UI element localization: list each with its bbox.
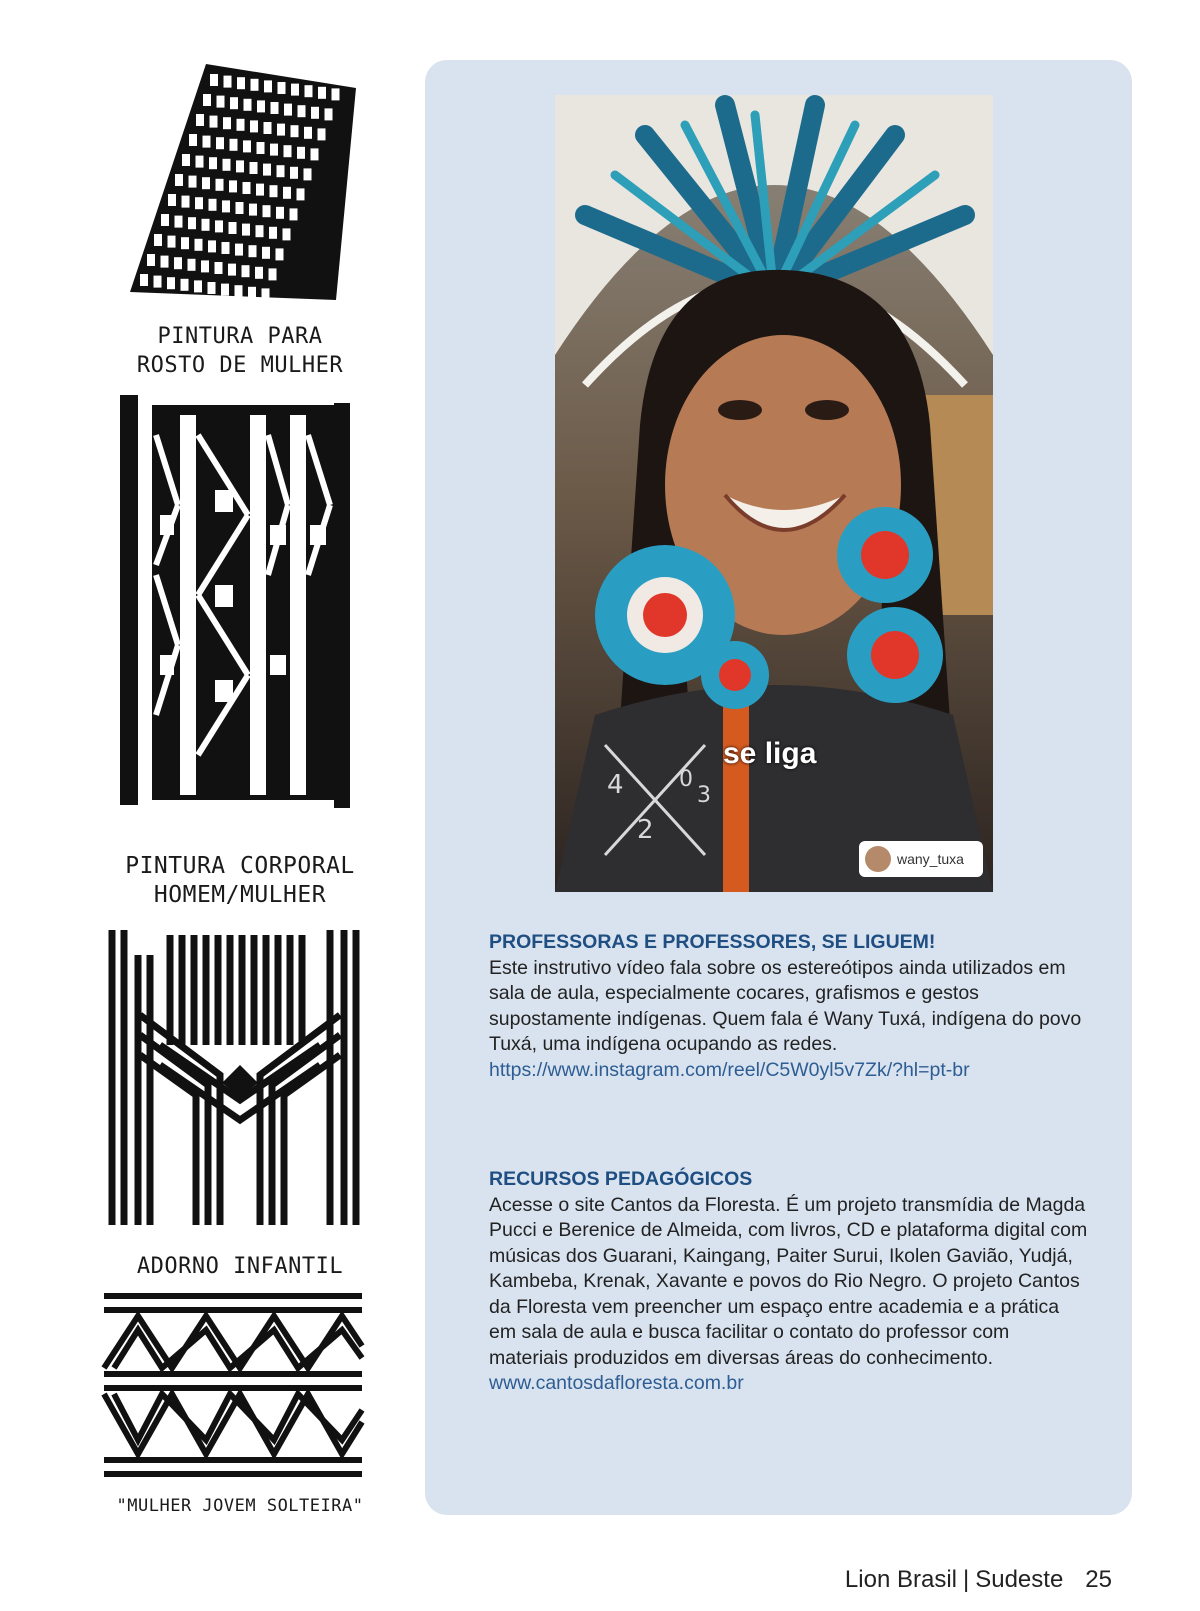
grid-cell — [298, 105, 306, 117]
grid-cell — [181, 279, 189, 291]
grid-cell — [271, 102, 279, 114]
resources-section — [489, 1167, 1089, 1397]
teachers-section — [489, 930, 1089, 1083]
grid-cell — [209, 199, 217, 211]
grid-cell — [264, 80, 272, 92]
grid-cell — [244, 99, 252, 111]
grid-cell — [277, 165, 285, 177]
body-paint-pattern-illustration — [100, 395, 380, 840]
grid-cell — [283, 187, 291, 199]
grid-cell — [283, 228, 291, 240]
grid-cell — [332, 88, 340, 100]
page-number: 25 — [1085, 1566, 1112, 1593]
teachers-heading: PROFESSORAS E PROFESSORES, SE LIGUEM! — [489, 931, 936, 953]
grid-cell — [269, 268, 277, 280]
grid-cell — [196, 114, 204, 126]
region-name: Sudeste — [975, 1566, 1064, 1593]
grid-cell — [202, 177, 210, 189]
publication-name: Lion Brasil — [844, 1566, 957, 1593]
username-label: wany_tuxa — [897, 851, 964, 867]
shirt-letter-2: 2 — [637, 815, 654, 845]
grid-cell — [297, 188, 305, 200]
grid-cell — [269, 227, 277, 239]
grid-cell — [236, 202, 244, 214]
resources-body: Acesse o site Cantos da Floresta. É um projeto transmídia de Magda Pucci e Berenice de Almeida, com livros, CD e plataforma digital com músicas dos Guarani, Kaingang, Paiter Surui, Ikolen Gavião, Yudjá, Kambeba, Krenak, Xavante e povos do Rio Negro. O projeto Cantos da Floresta vem preencher um espaço entre academia e a prática em sala de aula e busca facilitar o contato do professor com materiais produzidos em diversas áreas do conhecimento. — [489, 1193, 1088, 1369]
grid-cell — [242, 224, 250, 236]
grid-cell — [318, 128, 326, 140]
grid-cell — [243, 182, 251, 194]
grid-cell — [255, 267, 263, 279]
grid-cell — [216, 137, 224, 149]
grid-cell — [277, 124, 285, 136]
grid-cell — [189, 134, 197, 146]
grid-cell — [278, 82, 286, 94]
grid-cell — [224, 76, 232, 88]
grid-cell — [223, 117, 231, 129]
grid-cell — [215, 262, 223, 274]
grid-cell — [256, 184, 264, 196]
grid-cell — [154, 234, 162, 246]
instagram-link[interactable]: https://www.instagram.com/reel/C5W0yl5v7Zk/?hl=pt-br — [489, 1058, 970, 1081]
grid-cell — [242, 265, 250, 277]
grid-cell — [230, 97, 238, 109]
grid-cell — [237, 119, 245, 131]
grid-cell — [203, 94, 211, 106]
page-footer — [845, 1566, 1112, 1594]
shirt-letter-3: 3 — [697, 783, 711, 808]
grid-cell — [276, 207, 284, 219]
grid-cell — [235, 244, 243, 256]
grid-cell — [210, 116, 218, 128]
grid-cell — [284, 104, 292, 116]
grid-cell — [188, 217, 196, 229]
grid-cell — [168, 194, 176, 206]
grid-cell — [235, 285, 243, 297]
caption-body-paint: PINTURA CORPORAL HOMEM/MULHER — [125, 853, 355, 908]
grid-cell — [222, 242, 230, 254]
grid-cell — [203, 136, 211, 148]
grid-cell — [257, 142, 265, 154]
info-panel — [425, 60, 1132, 1515]
child-adornment-pattern-illustration — [100, 925, 380, 1235]
grid-cell — [230, 139, 238, 151]
grid-cell — [140, 274, 148, 286]
grid-cell — [249, 204, 257, 216]
grid-cell — [250, 120, 258, 132]
grid-cell — [182, 154, 190, 166]
grid-cell — [263, 164, 271, 176]
grid-cell — [263, 205, 271, 217]
grid-cell — [311, 148, 319, 160]
caption-young-single-woman: "MULHER JOVEM SOLTEIRA" — [116, 1496, 364, 1516]
footer-separator: | — [962, 1566, 970, 1593]
grid-cell — [250, 162, 258, 174]
grid-cell — [223, 159, 231, 171]
grid-cell — [167, 277, 175, 289]
grid-cell — [222, 200, 230, 212]
grid-cell — [264, 122, 272, 134]
cantos-floresta-link[interactable]: www.cantosdafloresta.com.br — [489, 1372, 744, 1394]
grid-cell — [182, 196, 190, 208]
grid-cell — [208, 240, 216, 252]
grid-cell — [161, 256, 169, 268]
grid-cell — [311, 107, 319, 119]
shirt-letter-4: 4 — [607, 770, 624, 800]
grid-cell — [284, 145, 292, 157]
grid-cell — [251, 79, 259, 91]
grid-cell — [194, 280, 202, 292]
grid-cell — [236, 160, 244, 172]
grid-cell — [257, 100, 265, 112]
pattern-column — [100, 60, 380, 1520]
grid-cell — [168, 236, 176, 248]
caption-face-woman: PINTURA PARA ROSTO DE MULHER — [136, 324, 344, 378]
grid-cell — [270, 144, 278, 156]
grid-cell — [202, 219, 210, 231]
grid-cell — [196, 156, 204, 168]
teachers-body: Este instrutivo vídeo fala sobre os estereótipos ainda utilizados em sala de aula, especialmente cocares, grafismos e gestos supostamente indígenas. Quem fala é Wany Tuxá, indígena do povo Tuxá, uma indígena ocupando as redes. — [489, 956, 1082, 1055]
grid-cell — [201, 260, 209, 272]
grid-cell — [297, 147, 305, 159]
young-woman-pattern-illustration — [100, 1292, 380, 1482]
grid-cell — [304, 168, 312, 180]
grid-cell — [161, 214, 169, 226]
grid-cell — [147, 254, 155, 266]
grid-cell — [189, 176, 197, 188]
grid-cell — [221, 284, 229, 296]
wany-tuxa-video-still[interactable] — [555, 95, 993, 892]
grid-cell — [188, 259, 196, 271]
grid-cell — [291, 125, 299, 137]
grid-cell — [209, 157, 217, 169]
shirt-letter-0: 0 — [679, 767, 693, 792]
grid-cell — [262, 288, 270, 300]
grid-cell — [291, 84, 299, 96]
grid-cell — [217, 96, 225, 108]
grid-cell — [175, 174, 183, 186]
grid-cell — [270, 185, 278, 197]
grid-cell — [174, 257, 182, 269]
grid-cell — [276, 248, 284, 260]
grid-cell — [229, 222, 237, 234]
grid-cell — [215, 220, 223, 232]
grid-cell — [208, 282, 216, 294]
grid-cell — [305, 85, 313, 97]
grid-cell — [304, 127, 312, 139]
grid-cell — [248, 287, 256, 299]
face-grid-pattern-illustration — [100, 60, 380, 305]
grid-cell — [243, 140, 251, 152]
video-caption-overlay: se liga — [723, 737, 817, 770]
grid-cell — [195, 239, 203, 251]
grid-cell — [228, 264, 236, 276]
grid-cell — [216, 179, 224, 191]
grid-cell — [237, 77, 245, 89]
grid-cell — [318, 87, 326, 99]
grid-cell — [249, 245, 257, 257]
grid-cell — [290, 167, 298, 179]
grid-cell — [210, 74, 218, 86]
grid-cell — [195, 197, 203, 209]
instagram-username-tag[interactable] — [859, 841, 983, 877]
grid-cell — [256, 225, 264, 237]
grid-cell — [175, 216, 183, 228]
caption-child-adornment: ADORNO INFANTIL — [136, 1254, 344, 1279]
grid-cell — [154, 276, 162, 288]
user-avatar — [865, 846, 891, 872]
grid-cell — [229, 180, 237, 192]
grid-cell — [262, 247, 270, 259]
grid-cell — [181, 237, 189, 249]
grid-cell — [325, 108, 333, 120]
grid-cell — [290, 208, 298, 220]
resources-heading: RECURSOS PEDAGÓGICOS — [489, 1168, 753, 1190]
